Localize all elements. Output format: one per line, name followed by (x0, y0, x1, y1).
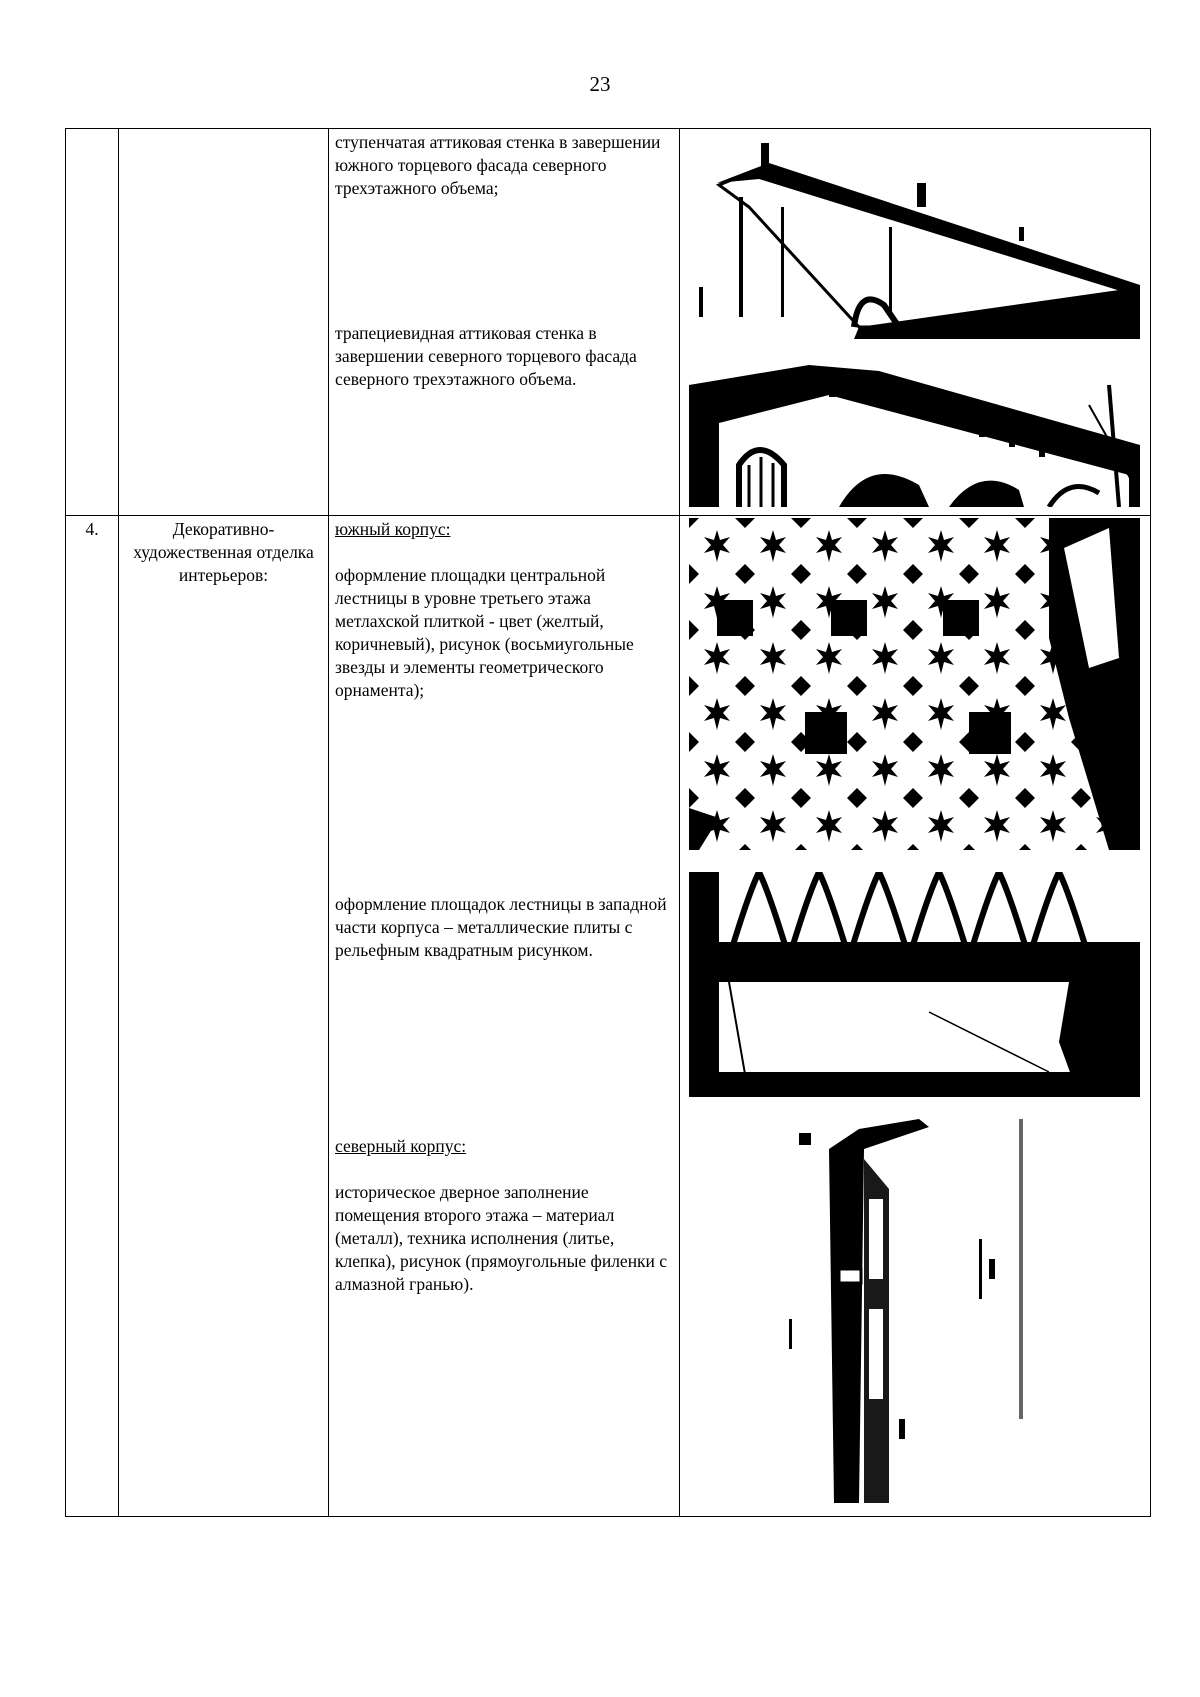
description-text: ступенчатая аттиковая стенка в завершении южного торцевого фасада северного трехэтажного объема; (335, 132, 661, 198)
row-name: Декоративно-художественная отделка интерьеров: (133, 519, 314, 585)
description-text: оформление площадки центральной лестницы в уровне третьего этажа метлахской плиткой - цвет (желтый, коричневый), рисунок (восьмиугольные звезды и элементы геометрического орнамента); (335, 565, 634, 700)
heritage-elements-table (65, 128, 1151, 1517)
metal-door-photo (689, 1119, 1140, 1503)
row-number-cell (66, 129, 119, 516)
description-text: оформление площадок лестницы в западной части корпуса – металлические плиты с рельефным квадратным рисунком. (335, 894, 667, 960)
attic-wall-stepped-photo (689, 137, 1140, 339)
row-number (66, 129, 118, 131)
section-heading: южный корпус: (335, 519, 451, 539)
table-row (66, 516, 1151, 1517)
attic-wall-trapezoid-photo (689, 365, 1140, 507)
page-number: 23 (589, 72, 611, 96)
stair-landing-photo (689, 872, 1140, 1097)
photo-cell (680, 129, 1151, 516)
row-name-cell (119, 516, 329, 1517)
description-cell (329, 516, 680, 1517)
row-name (119, 129, 328, 131)
description-text: историческое дверное заполнение помещения второго этажа – материал (металл), техника исполнения (литье, клепка), рисунок (прямоугольные филенки с алмазной гранью). (335, 1182, 668, 1294)
table-row (66, 129, 1151, 516)
row-number-cell (66, 516, 119, 1517)
description-text: трапециевидная аттиковая стенка в завершении северного торцевого фасада северного трехэтажного объема. (335, 323, 637, 389)
row-number: 4. (85, 519, 99, 539)
row-name-cell (119, 129, 329, 516)
section-heading: северный корпус: (335, 1136, 467, 1156)
photo-cell (680, 516, 1151, 1517)
description-cell (329, 129, 680, 516)
tile-floor-photo (689, 518, 1140, 850)
